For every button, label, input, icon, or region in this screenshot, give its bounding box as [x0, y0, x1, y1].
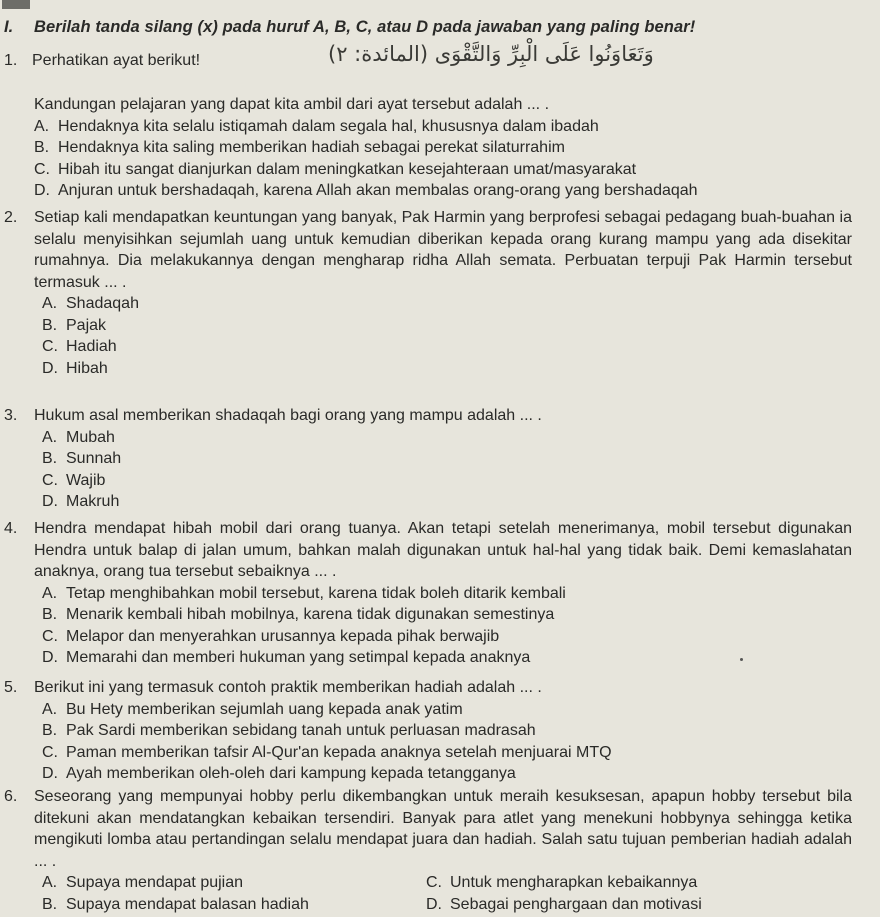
question-number: 1.: [4, 52, 18, 69]
question-number: 2.: [4, 209, 18, 226]
option-c[interactable]: C. Melapor dan menyerahkan urusannya kepada pihak berwajib: [42, 627, 500, 645]
question-stem: Hukum asal memberikan shadaqah bagi orang yang mampu adalah ... .: [34, 407, 542, 424]
option-d[interactable]: D. Ayah memberikan oleh-oleh dari kampung kepada tetangganya: [42, 765, 516, 782]
question-6: [4, 786, 852, 915]
instruction-text: Berilah tanda silang (x) pada huruf A, B, C, atau D pada jawaban yang paling benar!: [34, 18, 696, 36]
section-number: I.: [4, 18, 14, 36]
arabic-verse: وَتَعَاوَنُوا عَلَى الْبِرِّ وَالتَّقْوَى (المائدة: ٢): [328, 42, 654, 66]
question-1: [4, 94, 698, 202]
option-d[interactable]: D. Memarahi dan memberi hukuman yang setimpal kepada anaknya: [42, 649, 531, 666]
option-d[interactable]: D. Sebagai penghargaan dan motivasi: [426, 895, 702, 913]
option-c[interactable]: C. Untuk mengharapkan kebaikannya: [426, 874, 698, 891]
option-b[interactable]: B. Menarik kembali hibah mobilnya, karena tidak digunakan semestinya: [42, 606, 555, 623]
option-b[interactable]: B. Pajak: [42, 316, 107, 334]
section-instruction: [4, 18, 695, 37]
option-a[interactable]: A. Bu Hety memberikan sejumlah uang kepada anak yatim: [42, 700, 463, 718]
option-a[interactable]: A. Mubah: [42, 428, 115, 446]
paper-speck: [740, 658, 743, 661]
page-corner-mark: [2, 0, 30, 9]
question-number: 5.: [4, 679, 18, 696]
question-stem: Seseorang yang mempunyai hobby perlu dikembangkan untuk meraih kesuksesan, apapun hobby tersebut bila ditekuni akan mendatangkan kebaikan tersendiri. Banyak para atlet yang menekuni hobbynya sehingga ketika mengikuti lomba atau pertandingan selalu mendapat juara dan hadiah. Salah satu tujuan pemberian hadiah adalah ... .: [34, 788, 852, 870]
option-c[interactable]: C. Paman memberikan tafsir Al-Qur'an kepada anaknya setelah menjuarai MTQ: [42, 743, 612, 761]
question-3: [4, 405, 542, 513]
option-a[interactable]: A. Tetap menghibahkan mobil tersebut, karena tidak boleh ditarik kembali: [42, 584, 566, 602]
question-stem: Setiap kali mendapatkan keuntungan yang banyak, Pak Harmin yang berprofesi sebagai pedagang buah-buahan ia selalu menyisihkan sejumlah uang untuk kemudian diberikan kepada orang kurang mampu yang ada disekitar rumahnya. Dia melakukannya dengan mengharap ridha Allah semata. Perbuatan terpuji Pak Harmin tersebut termasuk ... .: [34, 209, 852, 291]
question-lead-text: Perhatikan ayat berikut!: [32, 52, 201, 69]
question-stem: Hendra mendapat hibah mobil dari orang tuanya. Akan tetapi setelah menerimanya, mobil tersebut digunakan Hendra untuk balap di jalan umum, bahkan malah digunakan untuk hal-hal yang tidak baik. Demi kemaslahatan anaknya, orang tua tersebut sebaiknya ... .: [34, 520, 852, 580]
question-1-lead: [4, 52, 200, 70]
option-b[interactable]: B. Sunnah: [42, 450, 122, 467]
question-5: [4, 677, 612, 785]
question-4: [4, 518, 852, 669]
option-b[interactable]: B. Pak Sardi memberikan sebidang tanah untuk perluasan madrasah: [42, 722, 536, 739]
question-number: 6.: [4, 788, 18, 805]
option-c[interactable]: C. Hibah itu sangat dianjurkan dalam meningkatkan kesejahteraan umat/masyarakat: [34, 160, 637, 178]
option-b[interactable]: B. Hendaknya kita saling memberikan hadiah sebagai perekat silaturrahim: [34, 139, 565, 156]
option-c[interactable]: C. Wajib: [42, 471, 106, 489]
question-number: 3.: [4, 407, 18, 424]
option-b[interactable]: B. Supaya mendapat balasan hadiah: [42, 895, 309, 913]
option-a[interactable]: A. Supaya mendapat pujian: [42, 874, 244, 891]
question-number: 4.: [4, 520, 18, 537]
option-a[interactable]: A. Shadaqah: [42, 295, 139, 312]
option-a[interactable]: A. Hendaknya kita selalu istiqamah dalam segala hal, khususnya dalam ibadah: [34, 117, 599, 135]
option-grid: [42, 872, 852, 915]
question-stem: Berikut ini yang termasuk contoh praktik memberikan hadiah adalah ... .: [34, 679, 542, 696]
option-d[interactable]: D. Anjuran untuk bershadaqah, karena Allah akan membalas orang-orang yang bershadaqah: [34, 182, 698, 199]
option-c[interactable]: C. Hadiah: [42, 338, 117, 355]
question-2: [4, 207, 852, 379]
option-d[interactable]: D. Hibah: [42, 359, 108, 377]
question-stem: Kandungan pelajaran yang dapat kita ambil dari ayat tersebut adalah ... .: [34, 96, 550, 113]
option-d[interactable]: D. Makruh: [42, 493, 120, 510]
